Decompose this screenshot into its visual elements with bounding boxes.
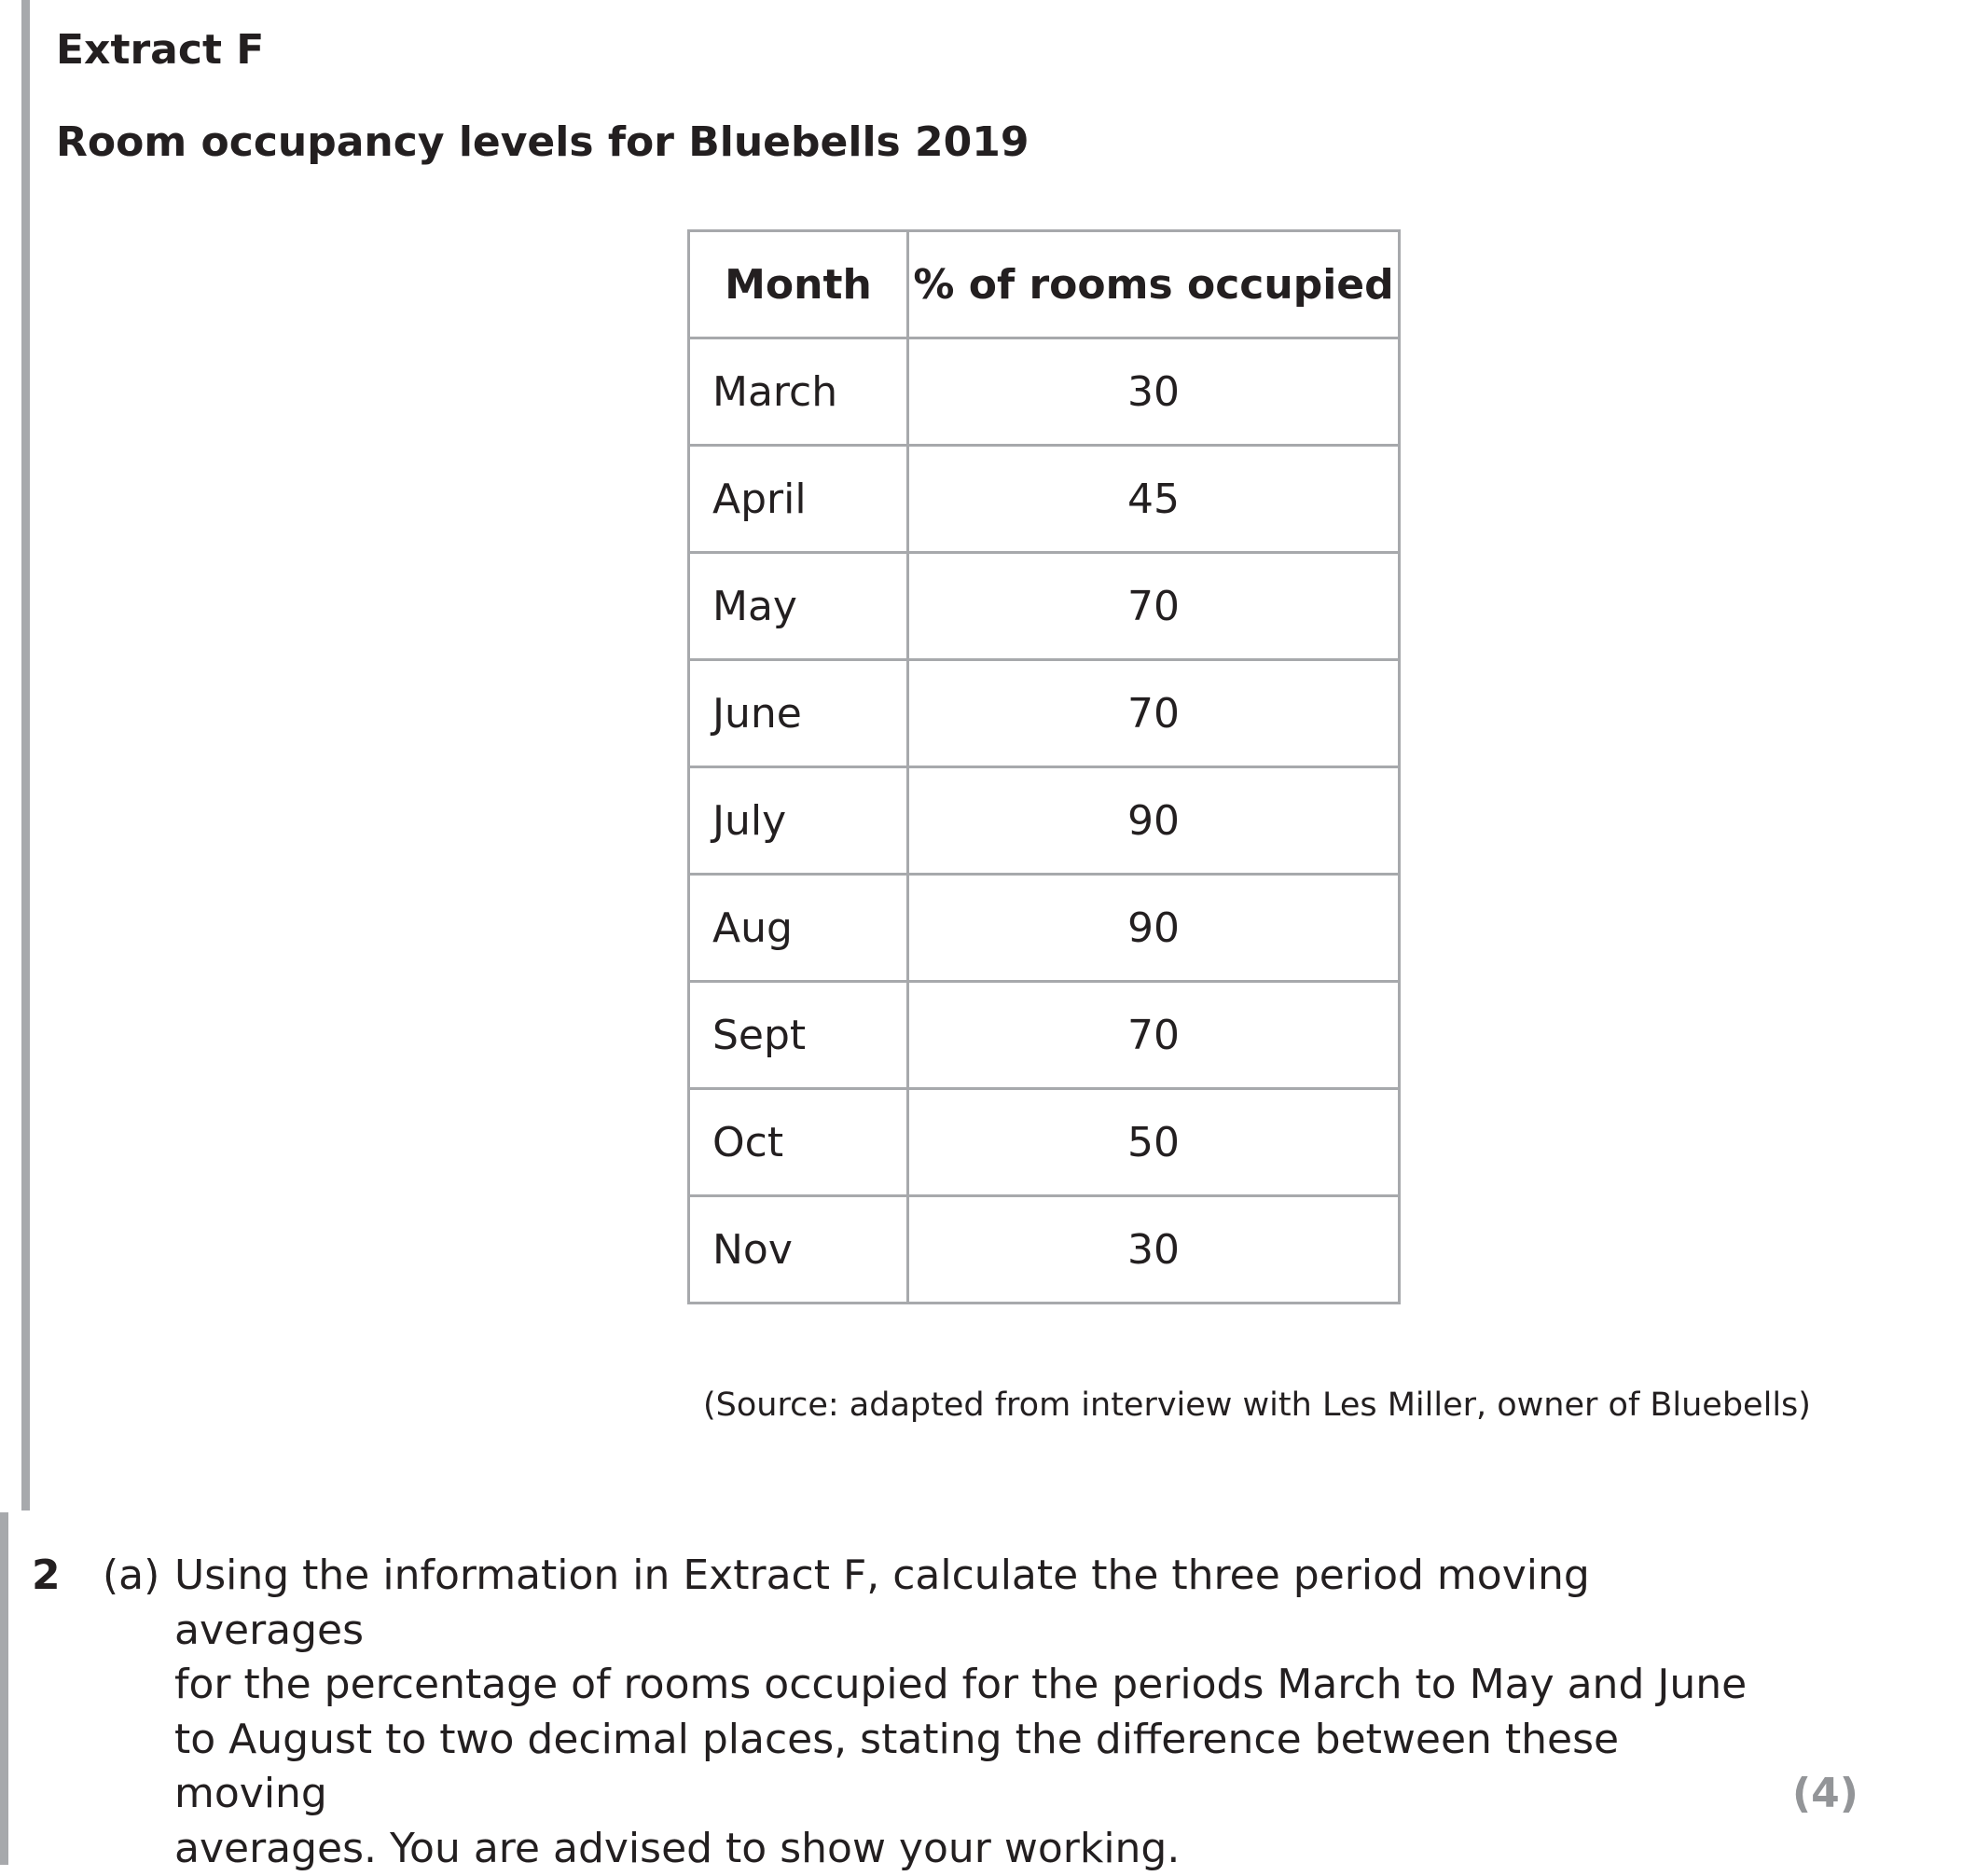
table-row <box>689 767 1400 875</box>
question-part: (a) <box>103 1552 160 1599</box>
extract-label: Extract F <box>56 26 265 74</box>
month-cell: July <box>689 767 908 875</box>
table-row <box>689 338 1400 446</box>
table-row <box>689 875 1400 982</box>
percent-cell: 50 <box>908 1089 1400 1196</box>
month-cell: May <box>689 553 908 660</box>
question-text <box>174 1549 1760 1876</box>
header-percent-occupied: % of rooms occupied <box>908 231 1400 338</box>
margin-rule-bottom <box>0 1512 8 1865</box>
table-header-row <box>689 231 1400 338</box>
table-row <box>689 982 1400 1089</box>
marks-allocation: (4) <box>1792 1770 1859 1817</box>
question-number: 2 <box>32 1552 61 1599</box>
month-cell: Nov <box>689 1196 908 1304</box>
percent-cell: 90 <box>908 875 1400 982</box>
percent-cell: 30 <box>908 338 1400 446</box>
question-line: to August to two decimal places, stating the difference between these moving <box>174 1715 1620 1817</box>
table-row <box>689 1196 1400 1304</box>
month-cell: Aug <box>689 875 908 982</box>
header-month: Month <box>689 231 908 338</box>
table-row <box>689 553 1400 660</box>
percent-cell: 90 <box>908 767 1400 875</box>
percent-cell: 70 <box>908 553 1400 660</box>
source-note: (Source: adapted from interview with Les Miller, owner of Bluebells) <box>703 1386 1811 1424</box>
month-cell: Oct <box>689 1089 908 1196</box>
percent-cell: 45 <box>908 446 1400 553</box>
month-cell: March <box>689 338 908 446</box>
table-row <box>689 446 1400 553</box>
table-row <box>689 660 1400 767</box>
percent-cell: 30 <box>908 1196 1400 1304</box>
extract-title: Room occupancy levels for Bluebells 2019 <box>56 118 1029 166</box>
margin-rule-top <box>21 0 30 1510</box>
question-line: averages. You are advised to show your working. <box>174 1824 1181 1872</box>
percent-cell: 70 <box>908 660 1400 767</box>
month-cell: June <box>689 660 908 767</box>
month-cell: Sept <box>689 982 908 1089</box>
occupancy-table <box>687 229 1401 1304</box>
table-row <box>689 1089 1400 1196</box>
question-line: Using the information in Extract F, calculate the three period moving averages <box>174 1552 1590 1654</box>
percent-cell: 70 <box>908 982 1400 1089</box>
question-line: for the percentage of rooms occupied for the periods March to May and June <box>174 1661 1748 1708</box>
month-cell: April <box>689 446 908 553</box>
